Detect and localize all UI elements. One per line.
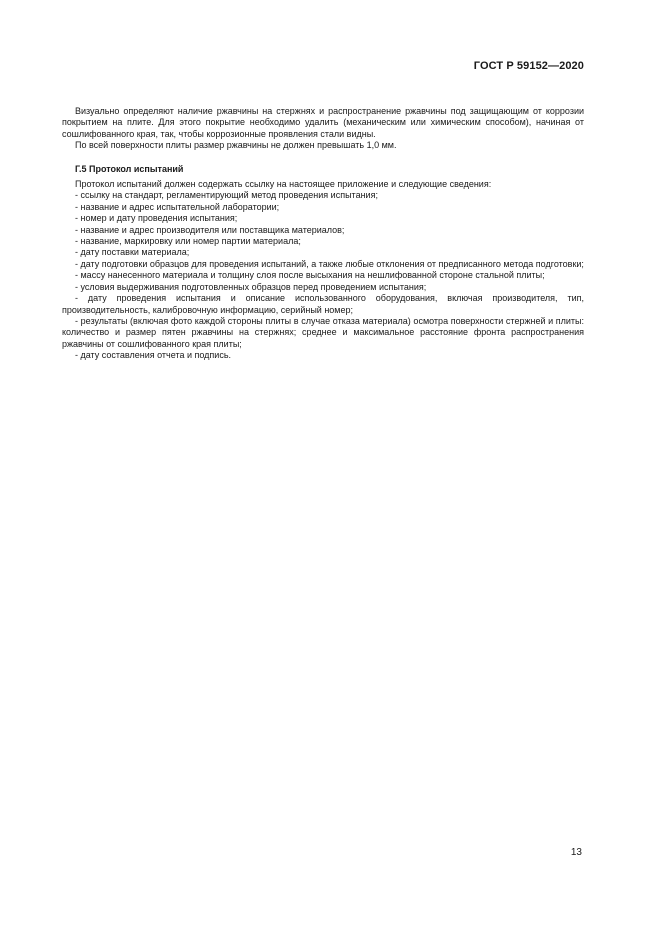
section-title: Г.5 Протокол испытаний [75, 163, 184, 174]
list-item: - массу нанесенного материала и толщину слоя после высыхания на нешлифованной стороне стальной плиты; [75, 270, 545, 281]
section-lead: Протокол испытаний должен содержать ссылку на настоящее приложение и следующие сведения: [75, 179, 492, 190]
intro-paragraph: По всей поверхности плиты размер ржавчины не должен превышать 1,0 мм. [75, 140, 397, 151]
standard-header: ГОСТ Р 59152—2020 [473, 60, 584, 72]
list-item: - дату проведения испытания и описание использованного оборудования, включая производителя, тип, производительность, калибровочную информацию, серийный номер; [62, 293, 584, 315]
list-item: - дату составления отчета и подпись. [75, 350, 232, 361]
list-item: - дату подготовки образцов для проведения испытаний, а также любые отклонения от предписанного метода подготовки; [75, 258, 584, 269]
list-item: - номер и дату проведения испытания; [75, 213, 238, 224]
list-item: - название, маркировку или номер партии материала; [75, 236, 301, 247]
list-item: - название и адрес испытательной лаборатории; [75, 201, 280, 212]
page-content [62, 106, 584, 362]
list-item: - ссылку на стандарт, регламентирующий метод проведения испытания; [75, 190, 378, 201]
list-item: - условия выдерживания подготовленных образцов перед проведением испытания; [75, 281, 427, 292]
list-item: - результаты (включая фото каждой стороны плиты в случае отказа материала) осмотра поверхности стержней и плиты: количество и размер пятен ржавчины на стержнях; среднее и максимальное расстояние фронта распространения ржавчины от сошлифованного края плиты; [62, 315, 584, 349]
list-item: - дату поставки материала; [75, 247, 190, 258]
list-item: - название и адрес производителя или поставщика материалов; [75, 224, 345, 235]
intro-paragraph: Визуально определяют наличие ржавчины на стержнях и распространение ржавчины под защищающим от коррозии покрытием на плите. Для этого покрытие необходимо удалить (механическим или химическим способом), начиная от сошлифованного края, так, чтобы коррозионные проявления стали видны. [62, 106, 584, 139]
page-number: 13 [570, 847, 582, 858]
